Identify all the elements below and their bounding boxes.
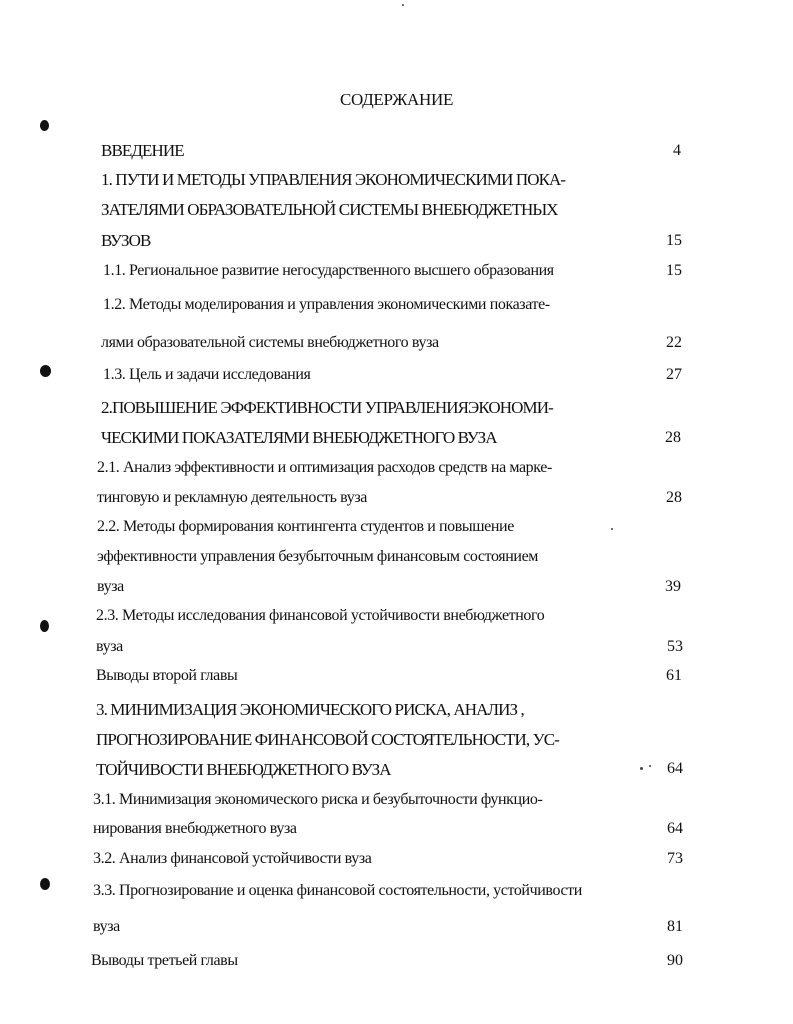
toc-page-number: 53: [667, 638, 683, 655]
toc-page-number: 15: [666, 262, 682, 279]
toc-line: 2.1. Анализ эффективности и оптимизация расходов средств на марке-: [97, 459, 552, 476]
toc-line: ЧЕСКИМИ ПОКАЗАТЕЛЯМИ ВНЕБЮДЖЕТНОГО ВУЗА: [101, 428, 497, 447]
toc-line: 2.3. Методы исследования финансовой устойчивости внебюджетного: [96, 607, 545, 624]
toc-line: 3.1. Минимизация экономического риска и безубыточности функцио-: [93, 791, 543, 808]
toc-line: нирования внебюджетного вуза: [93, 820, 297, 837]
toc-line: 1.3. Цель и задачи исследования: [103, 366, 311, 383]
toc-line: 1.2. Методы моделирования и управления экономическими показате-: [103, 296, 550, 313]
punch-mark: [40, 365, 51, 377]
toc-line: ЗАТЕЛЯМИ ОБРАЗОВАТЕЛЬНОЙ СИСТЕМЫ ВНЕБЮДЖЕТНЫХ: [101, 200, 558, 219]
toc-page-number: 90: [667, 952, 683, 969]
scan-speck: [611, 528, 613, 530]
toc-line: 1.1. Региональное развитие негосударственного высшего образования: [103, 262, 554, 279]
toc-page-number: 81: [667, 918, 683, 935]
toc-line: тинговую и рекламную деятельность вуза: [97, 489, 367, 506]
toc-page-number: 64: [667, 760, 683, 777]
toc-page-number: 28: [665, 429, 681, 446]
toc-line: Выводы второй главы: [96, 667, 238, 684]
toc-line: 2.2. Методы формирования контингента студентов и повышение: [97, 518, 514, 535]
toc-page-number: 4: [673, 142, 681, 159]
toc-page-number: 73: [667, 850, 683, 867]
toc-page-number: 28: [666, 489, 682, 506]
toc-line: 3. МИНИМИЗАЦИЯ ЭКОНОМИЧЕСКОГО РИСКА, АНАЛИЗ ,: [96, 700, 524, 719]
toc-line: вуза: [96, 638, 123, 655]
toc-page-number: 15: [666, 232, 682, 249]
toc-line: 3.3. Прогнозирование и оценка финансовой состоятельности, устойчивости: [93, 882, 582, 899]
scan-speck: [649, 765, 651, 767]
toc-page-number: 27: [666, 366, 682, 383]
punch-mark: [40, 878, 50, 890]
toc-page-number: 64: [667, 820, 683, 837]
toc-page-number: 22: [666, 334, 682, 351]
toc-line: 1. ПУТИ И МЕТОДЫ УПРАВЛЕНИЯ ЭКОНОМИЧЕСКИМИ ПОКА-: [101, 170, 566, 189]
toc-line: вуза: [93, 918, 120, 935]
toc-line: 3.2. Анализ финансовой устойчивости вуза: [93, 850, 372, 867]
scan-speck: [402, 4, 404, 6]
toc-line: ПРОГНОЗИРОВАНИЕ ФИНАНСОВОЙ СОСТОЯТЕЛЬНОСТИ, УС-: [96, 730, 559, 749]
toc-page-number: 39: [665, 578, 681, 595]
toc-line: 2.ПОВЫШЕНИЕ ЭФФЕКТИВНОСТИ УПРАВЛЕНИЯЭКОНОМИ-: [101, 398, 553, 417]
toc-page-number: 61: [666, 667, 682, 684]
toc-line: вуза: [97, 578, 124, 595]
toc-line: эффективности управления безубыточным финансовым состоянием: [97, 548, 539, 565]
punch-mark: [40, 620, 49, 632]
toc-line: лями образовательной системы внебюджетного вуза: [101, 334, 439, 351]
punch-mark: [40, 120, 49, 131]
toc-line: ТОЙЧИВОСТИ ВНЕБЮДЖЕТНОГО ВУЗА: [96, 760, 391, 779]
scan-speck: [640, 767, 643, 770]
toc-line: Выводы третьей главы: [91, 952, 238, 969]
toc-line: ВУЗОВ: [101, 231, 151, 250]
toc-line: ВВЕДЕНИЕ: [101, 141, 184, 160]
page-title: СОДЕРЖАНИЕ: [339, 90, 454, 109]
